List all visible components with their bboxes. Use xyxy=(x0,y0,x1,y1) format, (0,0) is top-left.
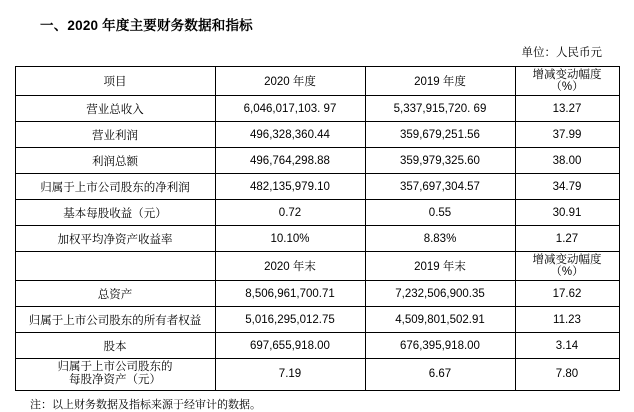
table-row xyxy=(15,96,619,122)
table-row xyxy=(15,226,619,252)
header-current-period-end: 2020 年末 xyxy=(215,252,365,281)
row-label: 基本每股收益（元） xyxy=(15,200,215,226)
table-row xyxy=(15,359,619,390)
row-current-value: 496,328,360.44 xyxy=(215,122,365,148)
header-previous-period: 2019 年度 xyxy=(365,67,515,96)
table-row xyxy=(15,307,619,333)
row-change-value: 3.14 xyxy=(515,333,619,359)
row-previous-value: 8.83% xyxy=(365,226,515,252)
row-label xyxy=(15,359,215,390)
page-title: 一、2020 年度主要财务数据和指标 xyxy=(40,18,253,33)
table-row xyxy=(15,281,619,307)
table-row xyxy=(15,122,619,148)
row-current-value: 6,046,017,103. 97 xyxy=(215,96,365,122)
header-change-rate xyxy=(515,252,619,281)
row-change-value: 34.79 xyxy=(515,174,619,200)
header-change-rate xyxy=(515,67,619,96)
row-current-value: 7.19 xyxy=(215,359,365,390)
header-item-blank xyxy=(15,252,215,281)
row-previous-value: 359,979,325.60 xyxy=(365,148,515,174)
header-change-rate-line1: 增减变动幅度 xyxy=(532,254,602,267)
row-current-value: 482,135,979.10 xyxy=(215,174,365,200)
header-change-rate-line2: （%） xyxy=(550,81,584,94)
table-footnote: 注：以上财务数据及指标来源于经审计的数据。 xyxy=(30,398,261,411)
row-change-value: 17.62 xyxy=(515,281,619,307)
row-previous-value: 5,337,915,720. 69 xyxy=(365,96,515,122)
row-change-value: 11.23 xyxy=(515,307,619,333)
header-current-period: 2020 年度 xyxy=(215,67,365,96)
row-label-line2: 每股净资产（元） xyxy=(69,374,161,387)
row-current-value: 0.72 xyxy=(215,200,365,226)
row-current-value: 8,506,961,700.71 xyxy=(215,281,365,307)
row-change-value: 7.80 xyxy=(515,359,619,390)
row-previous-value: 7,232,506,900.35 xyxy=(365,281,515,307)
header-previous-period-end: 2019 年末 xyxy=(365,252,515,281)
row-previous-value: 4,509,801,502.91 xyxy=(365,307,515,333)
row-label: 加权平均净资产收益率 xyxy=(15,226,215,252)
unit-note: 单位：人民币元 xyxy=(521,47,602,59)
row-label: 利润总额 xyxy=(15,148,215,174)
row-label: 总资产 xyxy=(15,281,215,307)
row-change-value: 13.27 xyxy=(515,96,619,122)
header-change-rate-line1: 增减变动幅度 xyxy=(532,69,602,81)
row-previous-value: 359,679,251.56 xyxy=(365,122,515,148)
row-previous-value: 6.67 xyxy=(365,359,515,390)
row-change-value: 30.91 xyxy=(515,200,619,226)
table-row xyxy=(15,174,619,200)
annual-results-table xyxy=(15,66,620,391)
table-header-row xyxy=(15,67,619,96)
row-change-value: 37.99 xyxy=(515,122,619,148)
row-label: 营业总收入 xyxy=(15,96,215,122)
row-label: 归属于上市公司股东的所有者权益 xyxy=(15,307,215,333)
row-change-value: 1.27 xyxy=(515,226,619,252)
table-row xyxy=(15,148,619,174)
row-previous-value: 676,395,918.00 xyxy=(365,333,515,359)
row-label: 归属于上市公司股东的净利润 xyxy=(15,174,215,200)
row-label-line1: 归属于上市公司股东的 xyxy=(57,361,173,374)
table-header-row-period-end xyxy=(15,252,619,281)
row-change-value: 38.00 xyxy=(515,148,619,174)
row-current-value: 697,655,918.00 xyxy=(215,333,365,359)
header-item: 项目 xyxy=(15,67,215,96)
table-row xyxy=(15,333,619,359)
row-previous-value: 357,697,304.57 xyxy=(365,174,515,200)
header-change-rate-line2: （%） xyxy=(550,266,584,279)
row-current-value: 5,016,295,012.75 xyxy=(215,307,365,333)
row-current-value: 496,764,298.88 xyxy=(215,148,365,174)
table-row xyxy=(15,200,619,226)
row-current-value: 10.10% xyxy=(215,226,365,252)
row-label: 股本 xyxy=(15,333,215,359)
row-label: 营业利润 xyxy=(15,122,215,148)
row-previous-value: 0.55 xyxy=(365,200,515,226)
